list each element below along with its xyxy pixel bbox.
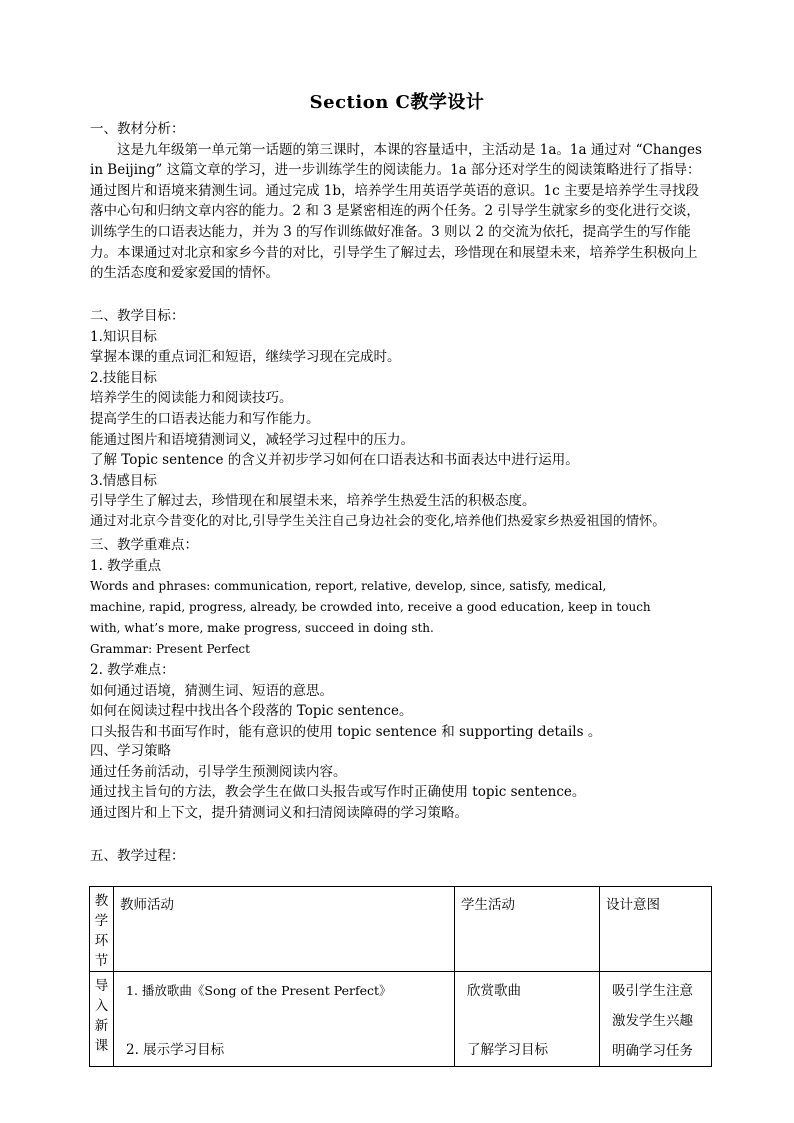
- header-cell: 设计意图: [606, 897, 660, 913]
- grammar-line: Grammar: Present Perfect: [90, 642, 250, 657]
- list-item: 提高学生的口语表达能力和写作能力。: [90, 410, 320, 427]
- list-item: 引导学生了解过去，珍惜现在和展望未来，培养学生热爱生活的积极态度。: [90, 493, 536, 510]
- list-item: 通过找主旨句的方法，教会学生在做口头报告或写作时正确使用 topic sentence。: [90, 784, 586, 801]
- vocabulary-line: machine, rapid, progress, already, be crowded into, receive a good education, keep in touch: [90, 600, 651, 615]
- vocabulary-line: with, what’s more, make progress, succeed in doing sth.: [90, 621, 434, 636]
- subheading: 3.情感目标: [90, 472, 157, 489]
- subheading: 2. 教学难点：: [90, 662, 175, 679]
- teacher-activity-cell: [114, 972, 455, 1067]
- stage-cell: [90, 972, 114, 1067]
- list-item: 能通过图片和语境猜测词义，减轻学习过程中的压力。: [90, 431, 414, 448]
- stage-label: 导入新课: [94, 978, 109, 1054]
- list-item: 如何通过语境，猜测生词、短语的意思。: [90, 682, 333, 699]
- header-student: [455, 887, 600, 972]
- section-materials: [90, 119, 710, 284]
- purpose-cell: [600, 972, 712, 1067]
- list-item: 了解 Topic sentence 的含义并初步学习如何在口语表达和书面表达中进行运用。: [90, 452, 579, 469]
- student-activity-cell: [455, 972, 600, 1067]
- list-item: 通过图片和上下文，提升猜测词义和扫清阅读障碍的学习策略。: [90, 804, 468, 821]
- table-row: [90, 972, 712, 1067]
- list-item: 通过对北京今昔变化的对比,引导学生关注自己身边社会的变化,培养他们热爱家乡热爱祖国的情怀。: [90, 513, 666, 529]
- design-purpose: 激发学生兴趣: [612, 1013, 693, 1029]
- design-purpose: 明确学习任务: [612, 1043, 693, 1059]
- teacher-activity: 1. 播放歌曲《Song of the Present Perfect》: [126, 983, 392, 998]
- section-strategies: [90, 741, 710, 823]
- header-cell: 教学环节: [94, 893, 109, 969]
- section-objectives: [90, 306, 710, 533]
- teacher-activity: 2. 展示学习目标: [126, 1042, 225, 1058]
- section-heading: 四、学习策略: [90, 743, 171, 759]
- student-activity: 了解学习目标: [467, 1042, 548, 1058]
- subheading: 1. 教学重点: [90, 557, 162, 574]
- process-table: [89, 886, 712, 1067]
- design-purpose: 吸引学生注意: [612, 983, 693, 999]
- section-heading: 五、教学过程：: [90, 848, 185, 864]
- section-heading: 二、教学目标：: [90, 308, 185, 324]
- list-item: 如何在阅读过程中找出各个段落的 Topic sentence。: [90, 703, 413, 720]
- header-cell: 学生活动: [461, 897, 515, 913]
- table-header-row: [90, 887, 712, 972]
- student-activity: 欣赏歌曲: [467, 983, 521, 999]
- list-item: 培养学生的阅读能力和阅读技巧。: [90, 390, 293, 407]
- section-heading: 三、教学重难点：: [90, 537, 198, 553]
- vocabulary-line: Words and phrases: communication, report, relative, develop, since, satisfy, medical,: [90, 579, 607, 594]
- list-item: 口头报告和书面写作时，能有意识的使用 topic sentence 和 supporting details 。: [90, 723, 602, 740]
- page-title: Section C教学设计: [309, 92, 485, 113]
- header-stage: [90, 887, 114, 972]
- header-purpose: [600, 887, 712, 972]
- materials-paragraph: 这是九年级第一单元第一话题的第三课时，本课的容量适中，主活动是 1a。1a 通过对 “Changes in Beijing” 这篇文章的学习，进一步训练学生的阅读能力。1a 部分还对学生的阅读策略进行了指导：通过图片和语境来猜测生词。通过完成 1b，培养学生用英语学英语的意识。1c 主要是培养学生寻找段落中心句和归纳文章内容的能力。2 和 3 是紧密相连的两个任务。2 引导学生就家乡的变化进行交谈，训练学生的口语表达能力，并为 3 的写作训练做好准备。3 则以 2 的交流为依托，提高学生的写作能力。本课通过对北京和家乡今昔的对比，引导学生了解过去，珍惜现在和展望未来，培养学生积极向上的生活态度和爱家爱国的情怀。: [90, 141, 702, 282]
- list-item: 通过任务前活动，引导学生预测阅读内容。: [90, 763, 347, 780]
- header-cell: 教师活动: [120, 897, 174, 913]
- list-item: 掌握本课的重点词汇和短语，继续学习现在完成时。: [90, 349, 401, 366]
- subheading: 2.技能目标: [90, 369, 157, 386]
- section-heading: 一、教材分析：: [90, 121, 185, 137]
- subheading: 1.知识目标: [90, 328, 157, 345]
- header-teacher: [114, 887, 455, 972]
- section-key-points: [90, 535, 710, 743]
- section-process: [90, 846, 710, 867]
